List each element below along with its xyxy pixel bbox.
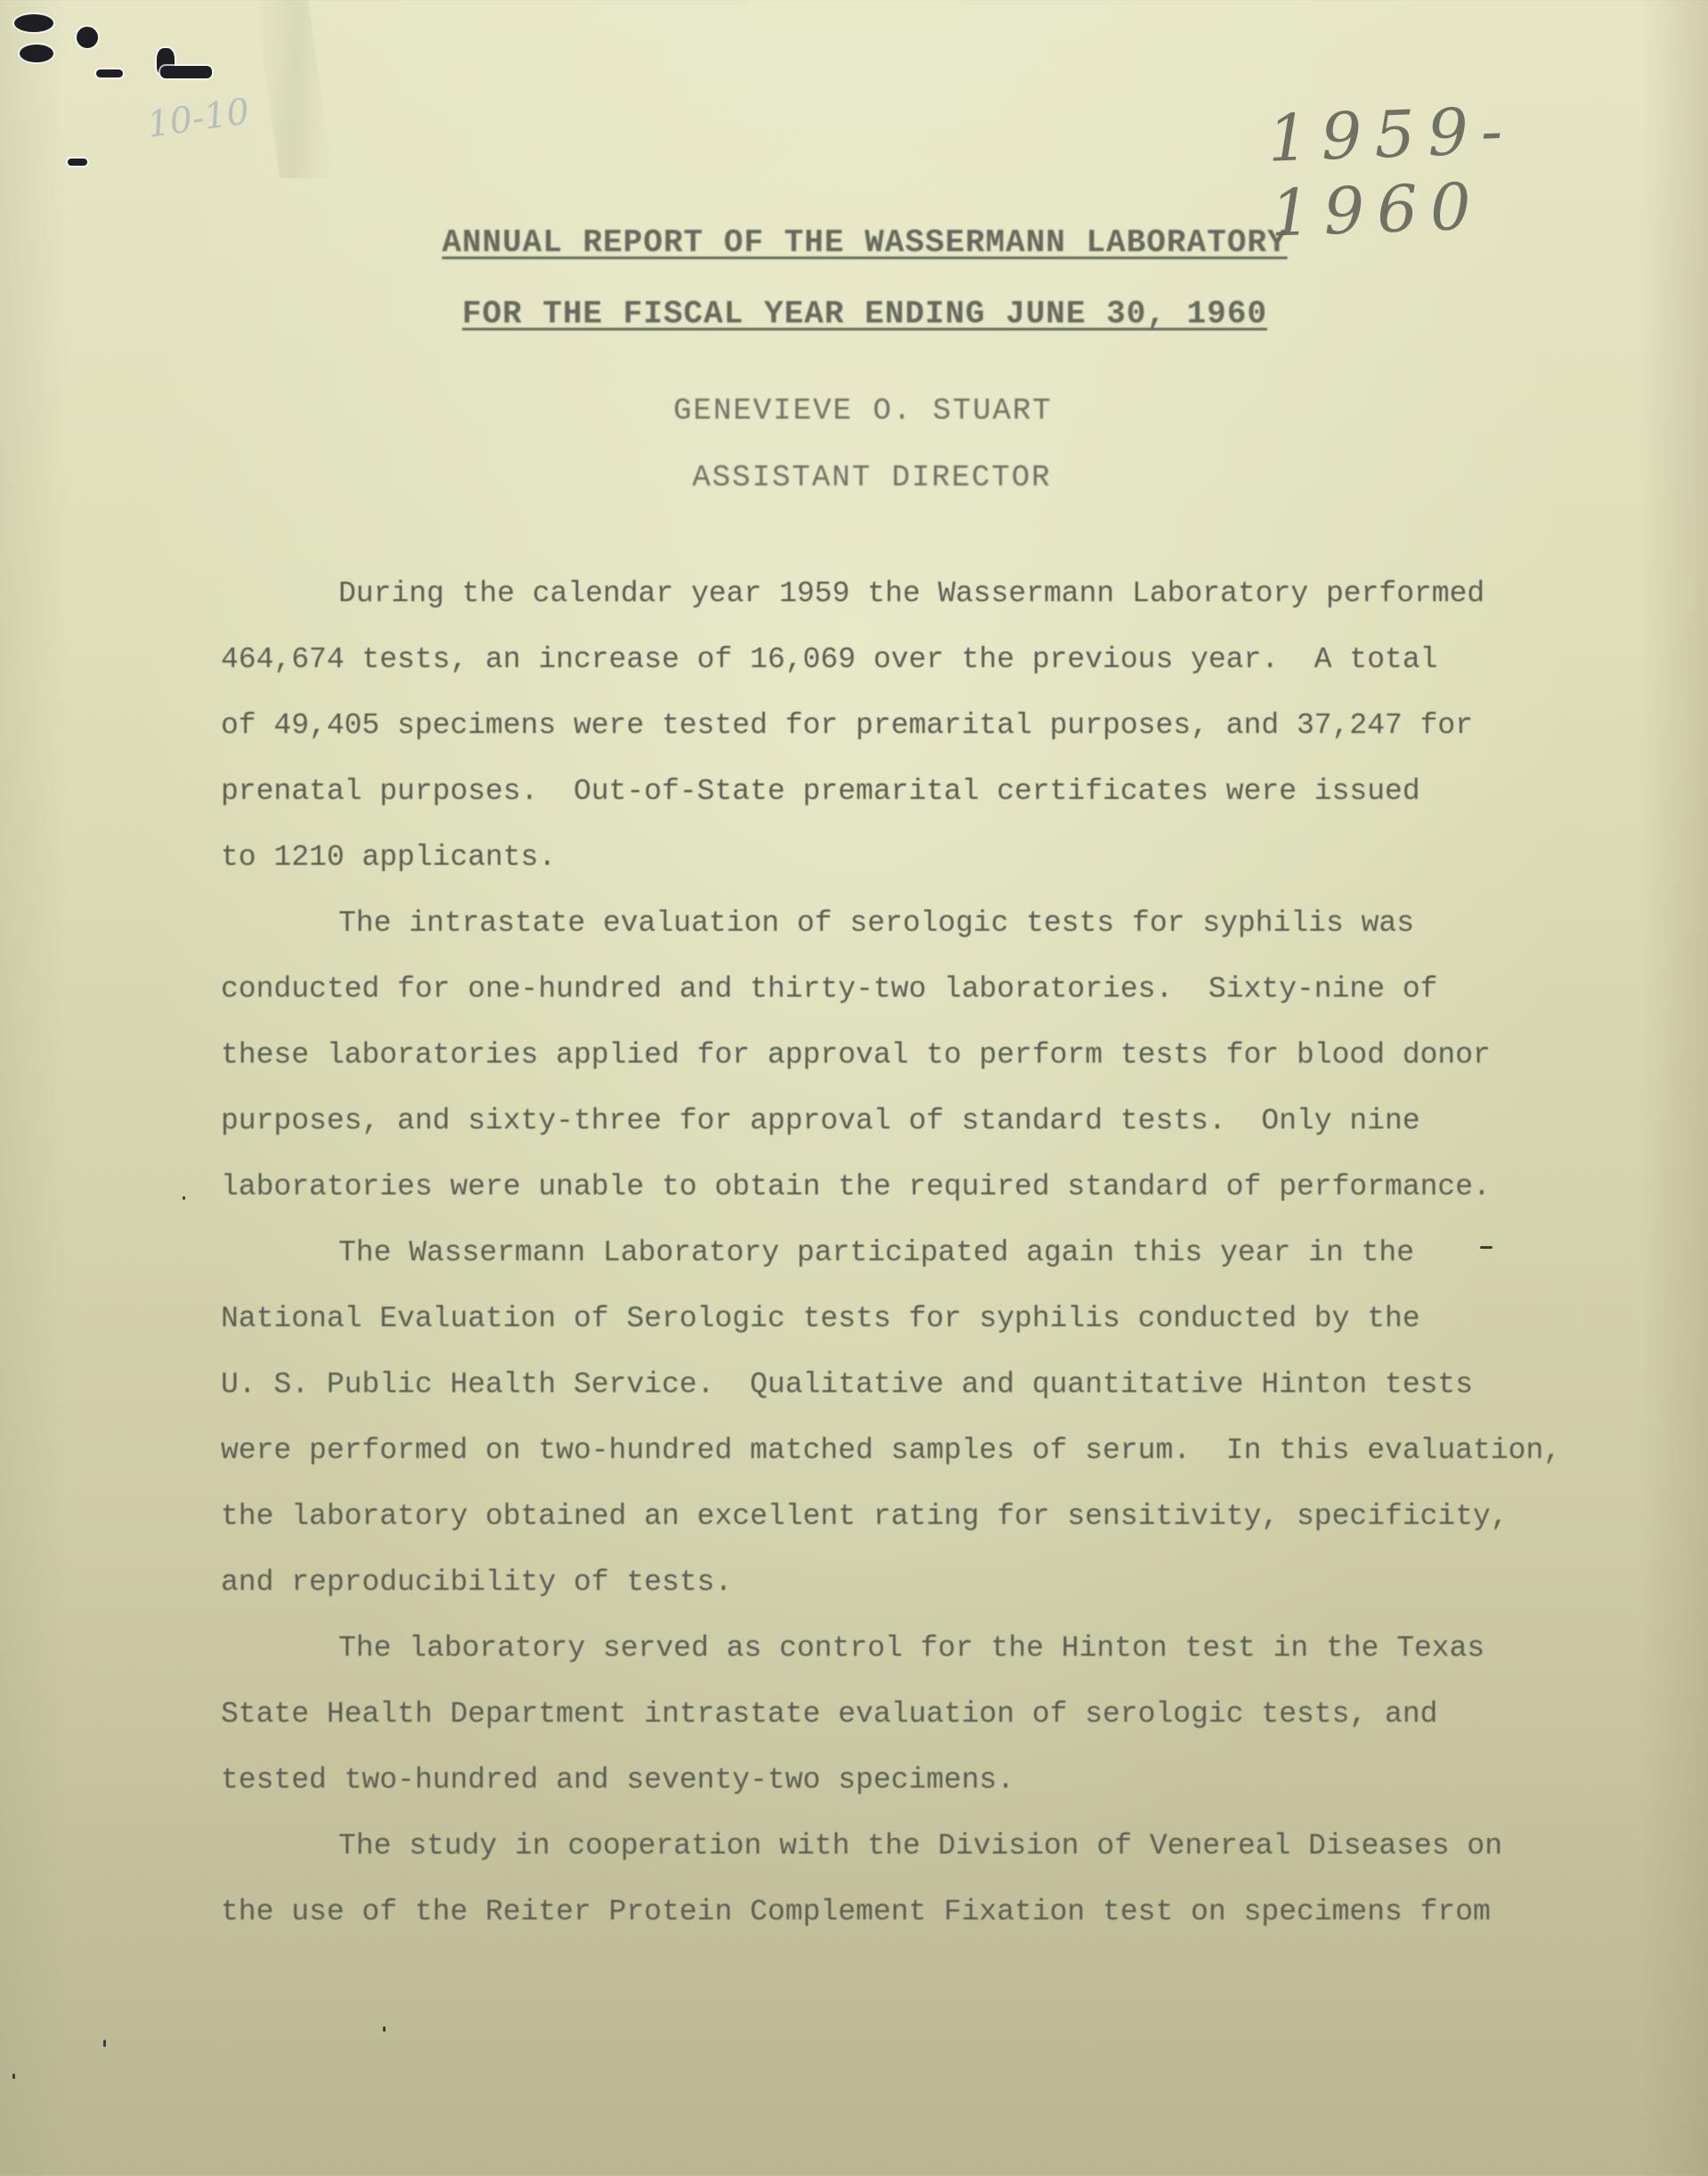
paragraph-line: the use of the Reiter Protein Complement Fixation test on specimens from [221,1895,1491,1928]
author-name: GENEVIEVE O. STUART [673,395,1053,428]
paper-speck [183,1196,185,1200]
paragraph-line: National Evaluation of Serologic tests for syphilis conducted by the [221,1302,1420,1335]
paragraph-line: The intrastate evaluation of serologic tests for syphilis was [338,907,1414,940]
punch-hole [96,69,123,77]
paragraph-line: The Wassermann Laboratory participated again this year in the [338,1236,1414,1269]
report-body [221,561,1562,1945]
paragraph-line: were performed on two-hundred matched samples of serum. In this evaluation, [221,1434,1562,1467]
paragraph-line: the laboratory obtained an excellent rating for sensitivity, specificity, [221,1500,1509,1533]
author-role: ASSISTANT DIRECTOR [692,461,1052,495]
paragraph-line: 464,674 tests, an increase of 16,069 over the previous year. A total [221,643,1438,676]
paragraph-line: U. S. Public Health Service. Qualitative and quantitative Hinton tests [221,1368,1474,1401]
punch-hole [77,27,98,48]
report-title-line-2: FOR THE FISCAL YEAR ENDING JUNE 30, 1960 [461,296,1268,332]
paragraph-line: conducted for one-hundred and thirty-two laboratories. Sixty-nine of [221,973,1438,1006]
paragraph-line: and reproducibility of tests. [221,1566,733,1599]
paper-speck [1480,1246,1492,1249]
paper-speck [103,2040,106,2047]
paragraph-line: to 1210 applicants. [221,841,557,874]
paragraph-line: During the calendar year 1959 the Wassermann Laboratory performed [338,577,1485,610]
punch-hole [14,14,53,32]
punch-hole [160,66,212,78]
paragraph-line: purposes, and sixty-three for approval of standard tests. Only nine [221,1104,1420,1137]
paragraph-line: tested two-hundred and seventy-two specimens. [221,1764,1015,1797]
paragraph-line: prenatal purposes. Out-of-State premarital certificates were issued [221,775,1420,808]
punch-hole [68,159,87,166]
paragraph-line: laboratories were unable to obtain the required standard of performance. [221,1170,1491,1203]
paragraph-line: The study in cooperation with the Division of Venereal Diseases on [338,1830,1503,1862]
paper-fold-crease [255,0,333,178]
paragraph-line: The laboratory served as control for the Hinton test in the Texas [338,1632,1485,1665]
paper-speck [12,2074,15,2079]
paragraph-line: of 49,405 specimens were tested for premarital purposes, and 37,247 for [221,709,1474,742]
report-title-line-1: ANNUAL REPORT OF THE WASSERMANN LABORATORY [442,224,1288,261]
punch-hole [20,45,53,62]
paper-speck [383,2026,386,2032]
handwritten-corner-note: 10-10 [144,91,252,146]
handwritten-year-annotation: 1959-1960 [1266,92,1517,251]
paragraph-line: State Health Department intrastate evaluation of serologic tests, and [221,1698,1438,1731]
paragraph-line: these laboratories applied for approval to perform tests for blood donor [221,1039,1491,1072]
